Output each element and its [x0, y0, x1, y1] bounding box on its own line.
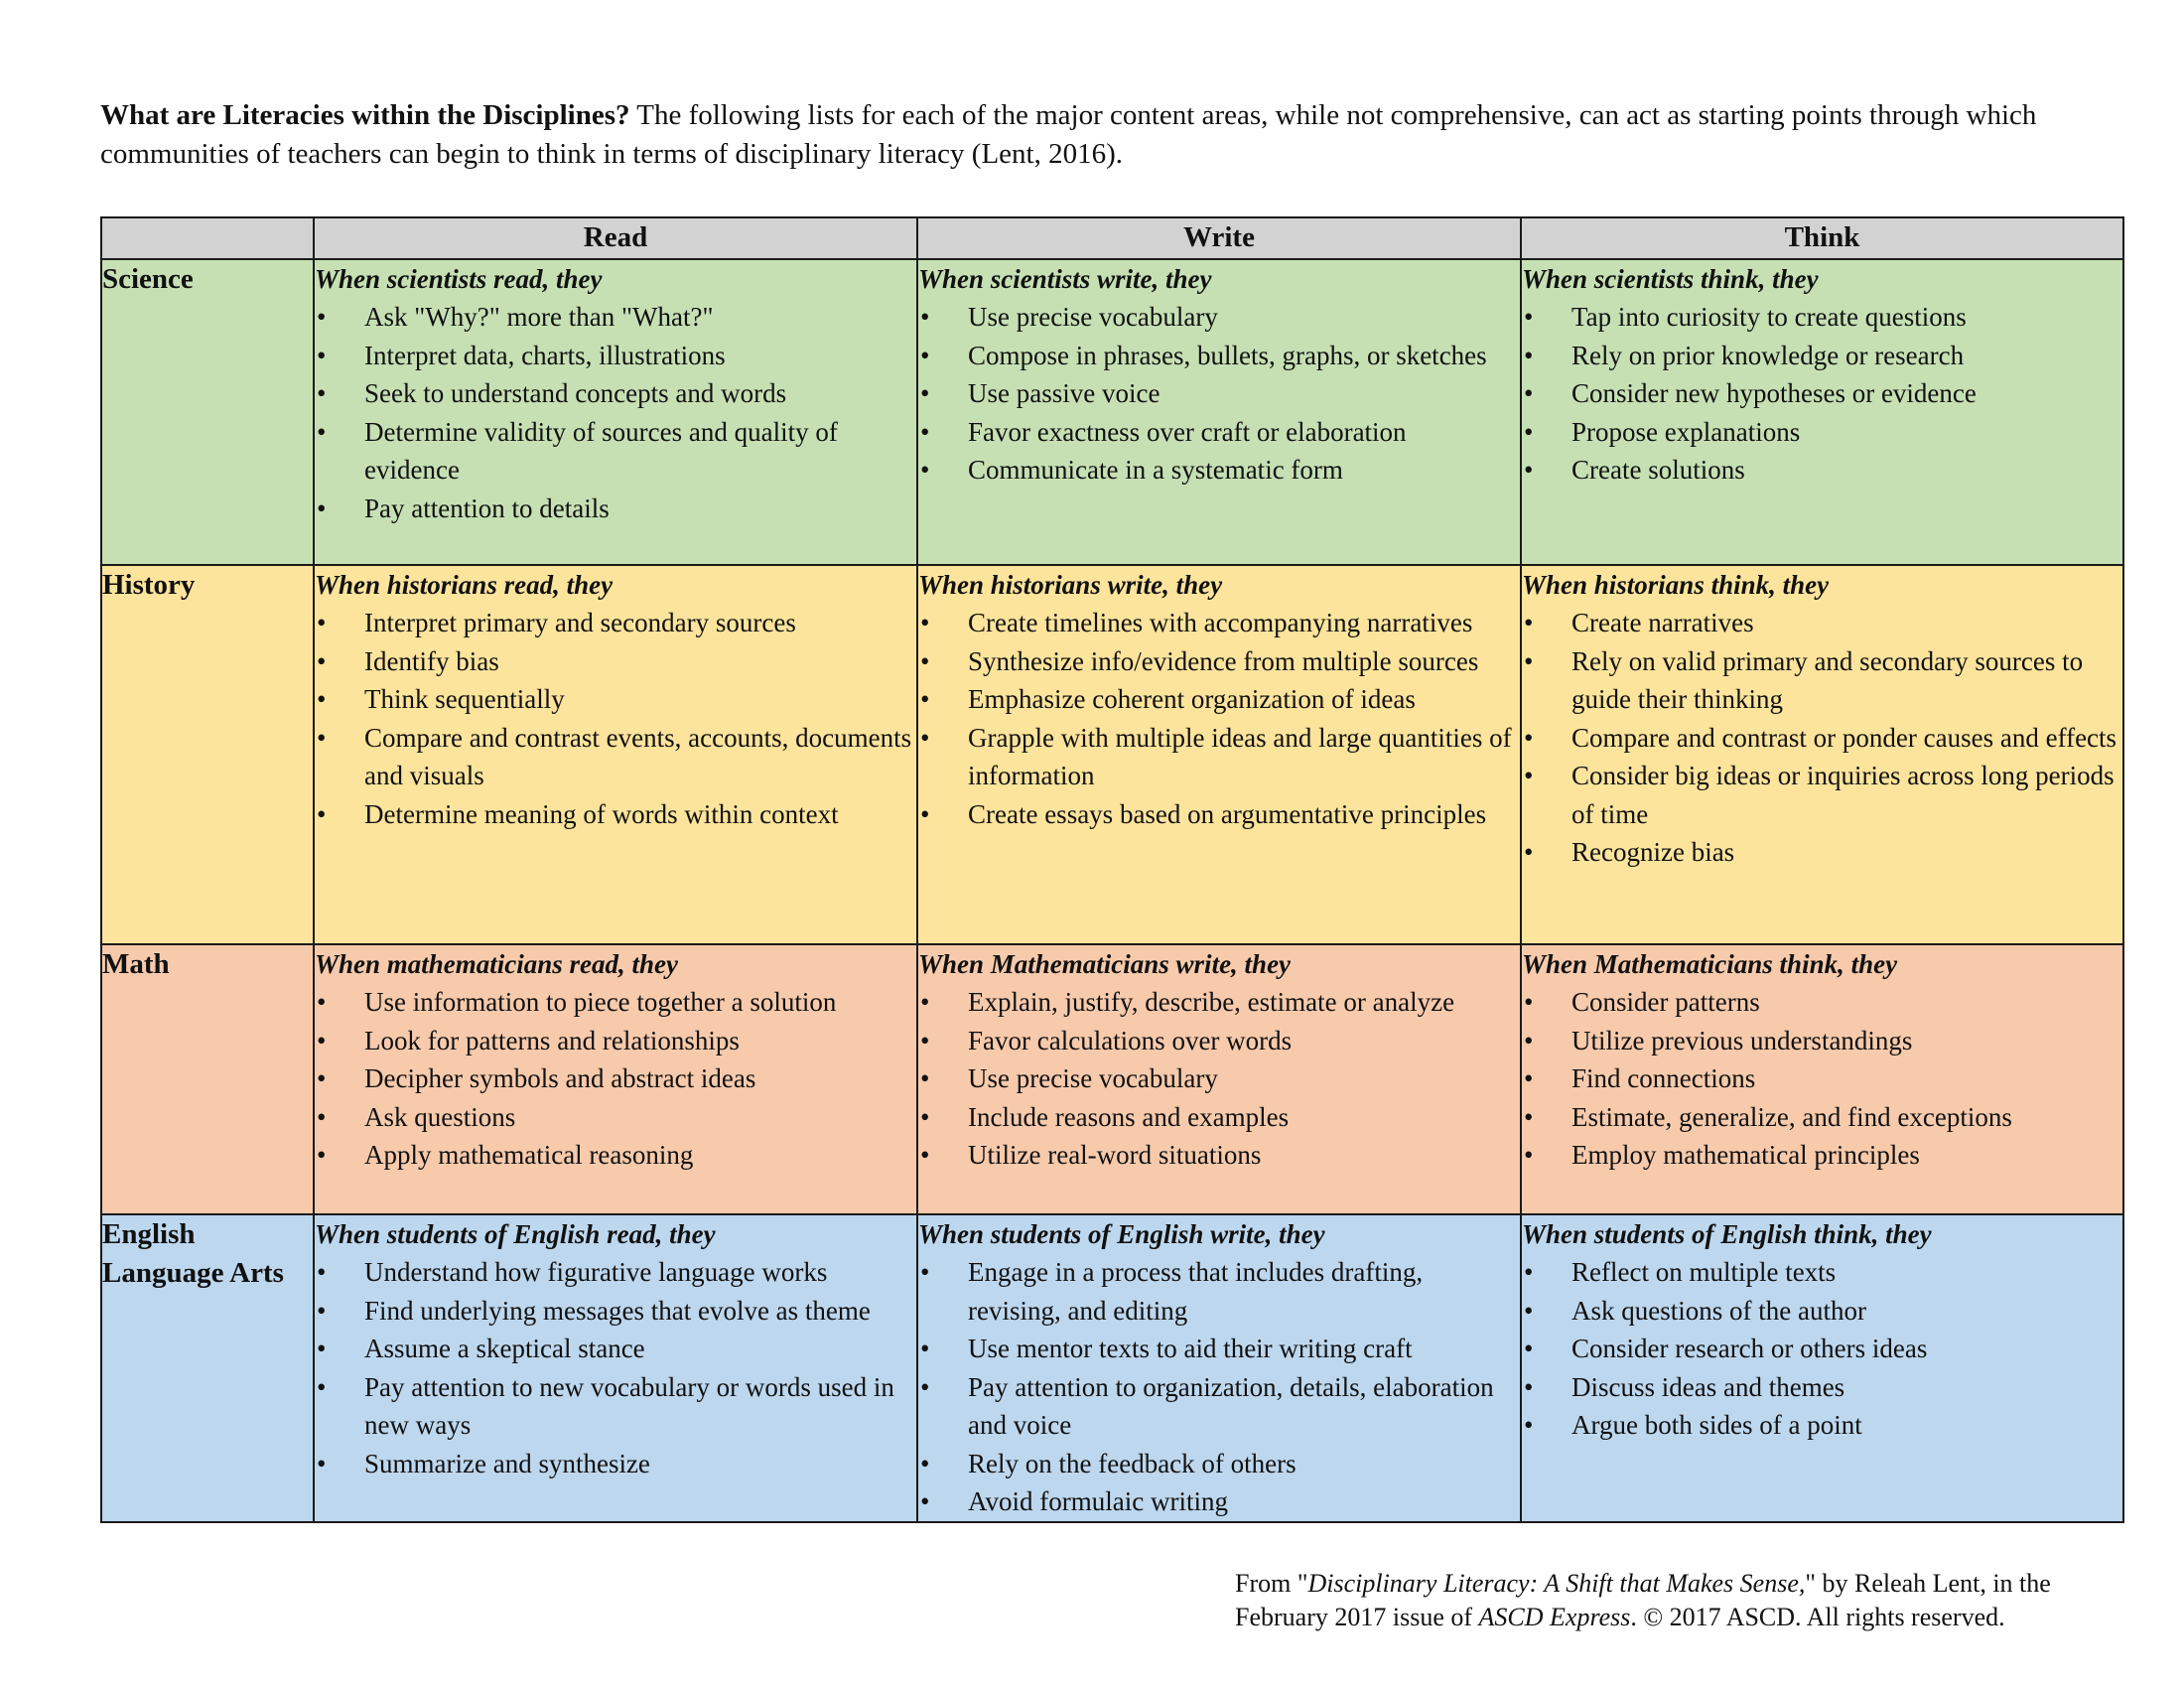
intro-paragraph — [100, 96, 2125, 174]
row-history — [101, 565, 2123, 944]
header-corner — [101, 217, 314, 259]
list-item: • Argue both sides of a point — [1522, 1406, 2122, 1445]
list-item: • Seek to understand concepts and words — [315, 374, 916, 413]
list-item: • Estimate, generalize, and find exceptions — [1522, 1098, 2122, 1137]
list-item: • Summarize and synthesize — [315, 1445, 916, 1483]
bullet-list — [918, 298, 1520, 490]
list-item: • Compare and contrast events, accounts, documents and visuals — [315, 719, 916, 795]
row-header-science: Science — [101, 259, 314, 565]
cell-heading: When students of English think, they — [1522, 1219, 1932, 1249]
list-item: • Emphasize coherent organization of ideas — [918, 680, 1520, 719]
list-item: • Determine validity of sources and quality of evidence — [315, 413, 916, 490]
citation-suffix: . © 2017 ASCD. All rights reserved. — [1630, 1603, 2005, 1631]
cell-heading: When Mathematicians think, they — [1522, 949, 1898, 979]
column-header-read: Read — [314, 217, 917, 259]
list-item: • Discuss ideas and themes — [1522, 1368, 2122, 1407]
cell-heading: When scientists write, they — [918, 264, 1212, 294]
bullet-list — [918, 1253, 1520, 1521]
list-item: • Consider patterns — [1522, 983, 2122, 1022]
list-item: • Propose explanations — [1522, 413, 2122, 452]
list-item: • Utilize previous understandings — [1522, 1022, 2122, 1060]
cell-history-think — [1521, 565, 2123, 944]
bullet-list — [918, 604, 1520, 833]
row-science — [101, 259, 2123, 565]
list-item: • Use information to piece together a solution — [315, 983, 916, 1022]
literacy-table — [100, 216, 2124, 1523]
list-item: • Identify bias — [315, 642, 916, 681]
column-header-write: Write — [917, 217, 1521, 259]
list-item: • Interpret data, charts, illustrations — [315, 337, 916, 375]
row-header-math: Math — [101, 944, 314, 1214]
list-item: • Assume a skeptical stance — [315, 1330, 916, 1368]
list-item: • Think sequentially — [315, 680, 916, 719]
bullet-list — [1522, 1253, 2122, 1445]
citation-prefix: From " — [1235, 1569, 1308, 1598]
list-item: • Ask "Why?" more than "What?" — [315, 298, 916, 337]
list-item: • Consider new hypotheses or evidence — [1522, 374, 2122, 413]
list-item: • Pay attention to details — [315, 490, 916, 528]
list-item: • Utilize real-word situations — [918, 1136, 1520, 1175]
list-item: • Rely on prior knowledge or research — [1522, 337, 2122, 375]
bullet-list — [315, 1253, 916, 1482]
list-item: • Compare and contrast or ponder causes and effects — [1522, 719, 2122, 758]
list-item: • Use precise vocabulary — [918, 298, 1520, 337]
row-header-history: History — [101, 565, 314, 944]
list-item: • Look for patterns and relationships — [315, 1022, 916, 1060]
cell-math-think — [1521, 944, 2123, 1214]
list-item: • Avoid formulaic writing — [918, 1482, 1520, 1521]
list-item: • Decipher symbols and abstract ideas — [315, 1059, 916, 1098]
list-item: • Compose in phrases, bullets, graphs, or sketches — [918, 337, 1520, 375]
cell-heading: When scientists think, they — [1522, 264, 1819, 294]
list-item: • Use mentor texts to aid their writing craft — [918, 1330, 1520, 1368]
list-item: • Use precise vocabulary — [918, 1059, 1520, 1098]
list-item: • Pay attention to organization, details, elaboration and voice — [918, 1368, 1520, 1445]
cell-history-read — [314, 565, 917, 944]
cell-heading: When historians write, they — [918, 570, 1223, 600]
cell-heading: When mathematicians read, they — [315, 949, 679, 979]
list-item: • Create essays based on argumentative principles — [918, 795, 1520, 834]
cell-science-read — [314, 259, 917, 565]
cell-heading: When students of English read, they — [315, 1219, 716, 1249]
intro-lead: What are Literacies within the Disciplines? — [100, 99, 630, 131]
list-item: • Ask questions of the author — [1522, 1292, 2122, 1331]
column-header-think: Think — [1521, 217, 2123, 259]
list-item: • Grapple with multiple ideas and large quantities of information — [918, 719, 1520, 795]
list-item: • Synthesize info/evidence from multiple sources — [918, 642, 1520, 681]
citation-middle: " by Releah Lent, in the February 2017 issue of — [1235, 1569, 2051, 1631]
list-item: • Favor exactness over craft or elaboration — [918, 413, 1520, 452]
cell-math-write — [917, 944, 1521, 1214]
cell-heading: When historians read, they — [315, 570, 614, 600]
list-item: • Create solutions — [1522, 451, 2122, 490]
list-item: • Rely on valid primary and secondary sources to guide their thinking — [1522, 642, 2122, 719]
list-item: • Include reasons and examples — [918, 1098, 1520, 1137]
cell-heading: When students of English write, they — [918, 1219, 1325, 1249]
bullet-list — [1522, 604, 2122, 872]
list-item: • Ask questions — [315, 1098, 916, 1137]
list-item: • Find underlying messages that evolve as theme — [315, 1292, 916, 1331]
cell-history-write — [917, 565, 1521, 944]
list-item: • Explain, justify, describe, estimate or analyze — [918, 983, 1520, 1022]
cell-heading: When Mathematicians write, they — [918, 949, 1292, 979]
list-item: • Tap into curiosity to create questions — [1522, 298, 2122, 337]
list-item: • Consider big ideas or inquiries across long periods of time — [1522, 757, 2122, 833]
row-english-language-arts — [101, 1214, 2123, 1522]
cell-science-write — [917, 259, 1521, 565]
list-item: • Pay attention to new vocabulary or words used in new ways — [315, 1368, 916, 1445]
list-item: • Find connections — [1522, 1059, 2122, 1098]
list-item: • Determine meaning of words within context — [315, 795, 916, 834]
cell-ela-think — [1521, 1214, 2123, 1522]
bullet-list — [315, 983, 916, 1175]
cell-heading: When scientists read, they — [315, 264, 603, 294]
cell-ela-write — [917, 1214, 1521, 1522]
list-item: • Create narratives — [1522, 604, 2122, 642]
header-row — [101, 217, 2123, 259]
list-item: • Create timelines with accompanying narratives — [918, 604, 1520, 642]
citation-publication: ASCD Express — [1478, 1603, 1631, 1631]
list-item: • Rely on the feedback of others — [918, 1445, 1520, 1483]
bullet-list — [1522, 983, 2122, 1175]
list-item: • Use passive voice — [918, 374, 1520, 413]
list-item: • Employ mathematical principles — [1522, 1136, 2122, 1175]
cell-math-read — [314, 944, 917, 1214]
bullet-list — [315, 298, 916, 527]
list-item: • Understand how figurative language works — [315, 1253, 916, 1292]
list-item: • Apply mathematical reasoning — [315, 1136, 916, 1175]
list-item: • Favor calculations over words — [918, 1022, 1520, 1060]
list-item: • Interpret primary and secondary sources — [315, 604, 916, 642]
cell-heading: When historians think, they — [1522, 570, 1830, 600]
cell-ela-read — [314, 1214, 917, 1522]
cell-science-think — [1521, 259, 2123, 565]
bullet-list — [918, 983, 1520, 1175]
bullet-list — [315, 604, 916, 833]
list-item: • Reflect on multiple texts — [1522, 1253, 2122, 1292]
intro-text: The following lists for each of the major content areas, while not comprehensive, can act as starting points through which communities of teachers can begin to think in terms of disciplinary literacy (Lent, 2016). — [100, 99, 2037, 170]
list-item: • Communicate in a systematic form — [918, 451, 1520, 490]
list-item: • Recognize bias — [1522, 833, 2122, 872]
row-header-english-language-arts: English Language Arts — [101, 1214, 314, 1522]
bullet-list — [1522, 298, 2122, 490]
list-item: • Consider research or others ideas — [1522, 1330, 2122, 1368]
row-math — [101, 944, 2123, 1214]
citation — [1235, 1567, 2128, 1634]
list-item: • Engage in a process that includes drafting, revising, and editing — [918, 1253, 1520, 1330]
citation-article-title: Disciplinary Literacy: A Shift that Makes Sense, — [1307, 1569, 1806, 1598]
